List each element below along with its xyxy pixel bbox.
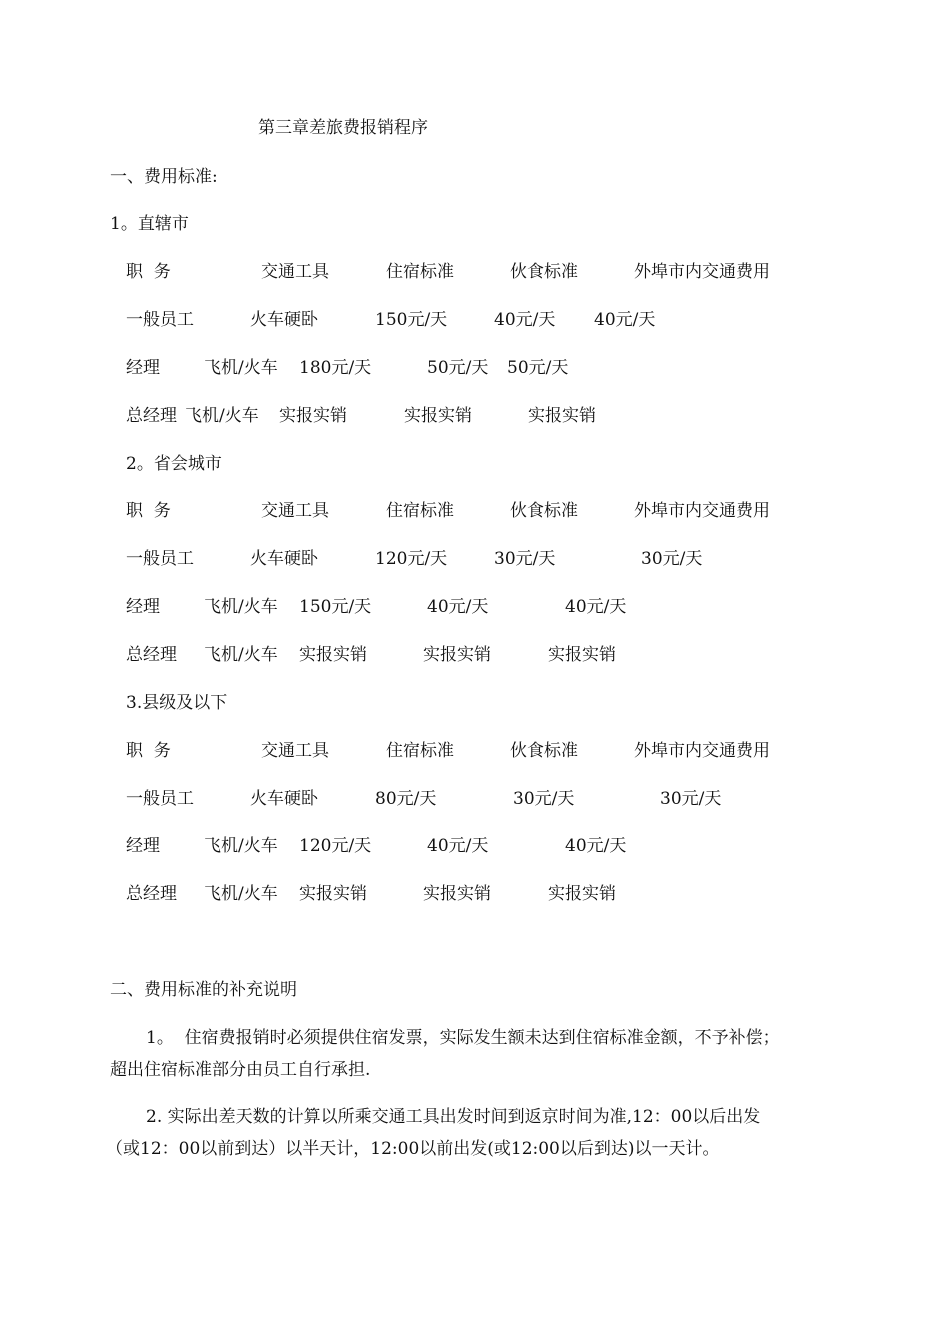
cell-transport: 飞机/火车 [204,836,278,856]
header-local-transport: 外埠市内交通费用 [634,501,770,521]
header-position: 职 务 [126,741,171,761]
cell-lodging: 实报实销 [299,884,367,904]
header-lodging: 住宿标准 [386,741,454,761]
header-lodging: 住宿标准 [386,501,454,521]
cell-local-transport: 40元/天 [565,597,627,617]
cell-transport: 飞机/火车 [204,597,278,617]
cell-transport: 飞机/火车 [204,645,278,665]
cell-meals: 40元/天 [427,597,489,617]
cell-lodging: 实报实销 [279,406,347,426]
cell-meals: 实报实销 [423,884,491,904]
header-position: 职 务 [126,501,171,521]
cell-position: 总经理 [126,645,177,665]
cell-meals: 40元/天 [427,836,489,856]
table-label-provincial-capital: 2。省会城市 [126,454,222,474]
cell-meals: 50元/天 [427,358,489,378]
cell-local-transport: 50元/天 [507,358,569,378]
cell-lodging: 120元/天 [299,836,372,856]
header-transport: 交通工具 [261,501,329,521]
cell-lodging: 80元/天 [375,789,437,809]
header-local-transport: 外埠市内交通费用 [634,741,770,761]
cell-lodging: 150元/天 [375,310,448,330]
cell-transport: 飞机/火车 [185,406,259,426]
cell-meals: 30元/天 [513,789,575,809]
note-2-line-1: 2. 实际出差天数的计算以所乘交通工具出发时间到返京时间为准,12：00以后出发 [146,1107,761,1127]
page-title: 第三章差旅费报销程序 [258,118,428,138]
cell-local-transport: 实报实销 [528,406,596,426]
note-1-line-1: 1。 住宿费报销时必须提供住宿发票，实际发生额未达到住宿标准金额，不予补偿； [146,1028,780,1048]
cell-local-transport: 实报实销 [548,645,616,665]
cell-lodging: 180元/天 [299,358,372,378]
cell-transport: 飞机/火车 [204,884,278,904]
cell-transport: 飞机/火车 [204,358,278,378]
header-transport: 交通工具 [261,741,329,761]
cell-lodging: 150元/天 [299,597,372,617]
header-meals: 伙食标准 [510,262,578,282]
cell-transport: 火车硬卧 [250,549,318,569]
section-heading-2: 二、费用标准的补充说明 [110,980,297,1000]
cell-lodging: 实报实销 [299,645,367,665]
cell-position: 一般员工 [126,549,194,569]
cell-position: 经理 [126,358,160,378]
cell-position: 一般员工 [126,310,194,330]
cell-transport: 火车硬卧 [250,310,318,330]
header-meals: 伙食标准 [510,501,578,521]
table-label-municipality: 1。直辖市 [110,214,189,234]
cell-local-transport: 30元/天 [641,549,703,569]
cell-local-transport: 实报实销 [548,884,616,904]
cell-position: 总经理 [126,884,177,904]
header-transport: 交通工具 [261,262,329,282]
note-1-line-2: 超出住宿标准部分由员工自行承担. [110,1060,371,1080]
cell-transport: 火车硬卧 [250,789,318,809]
cell-meals: 实报实销 [423,645,491,665]
header-meals: 伙食标准 [510,741,578,761]
cell-position: 总经理 [126,406,177,426]
header-position: 职 务 [126,262,171,282]
cell-position: 一般员工 [126,789,194,809]
cell-meals: 实报实销 [404,406,472,426]
cell-local-transport: 40元/天 [565,836,627,856]
cell-meals: 30元/天 [494,549,556,569]
note-2-line-2: （或12：00以前到达）以半天计，12:00以前出发(或12:00以后到达)以一天计。 [106,1139,720,1159]
section-heading-1: 一、费用标准: [110,167,218,187]
cell-lodging: 120元/天 [375,549,448,569]
cell-meals: 40元/天 [494,310,556,330]
table-label-county: 3.县级及以下 [126,693,228,713]
header-local-transport: 外埠市内交通费用 [634,262,770,282]
cell-position: 经理 [126,836,160,856]
cell-local-transport: 30元/天 [660,789,722,809]
cell-local-transport: 40元/天 [594,310,656,330]
cell-position: 经理 [126,597,160,617]
header-lodging: 住宿标准 [386,262,454,282]
